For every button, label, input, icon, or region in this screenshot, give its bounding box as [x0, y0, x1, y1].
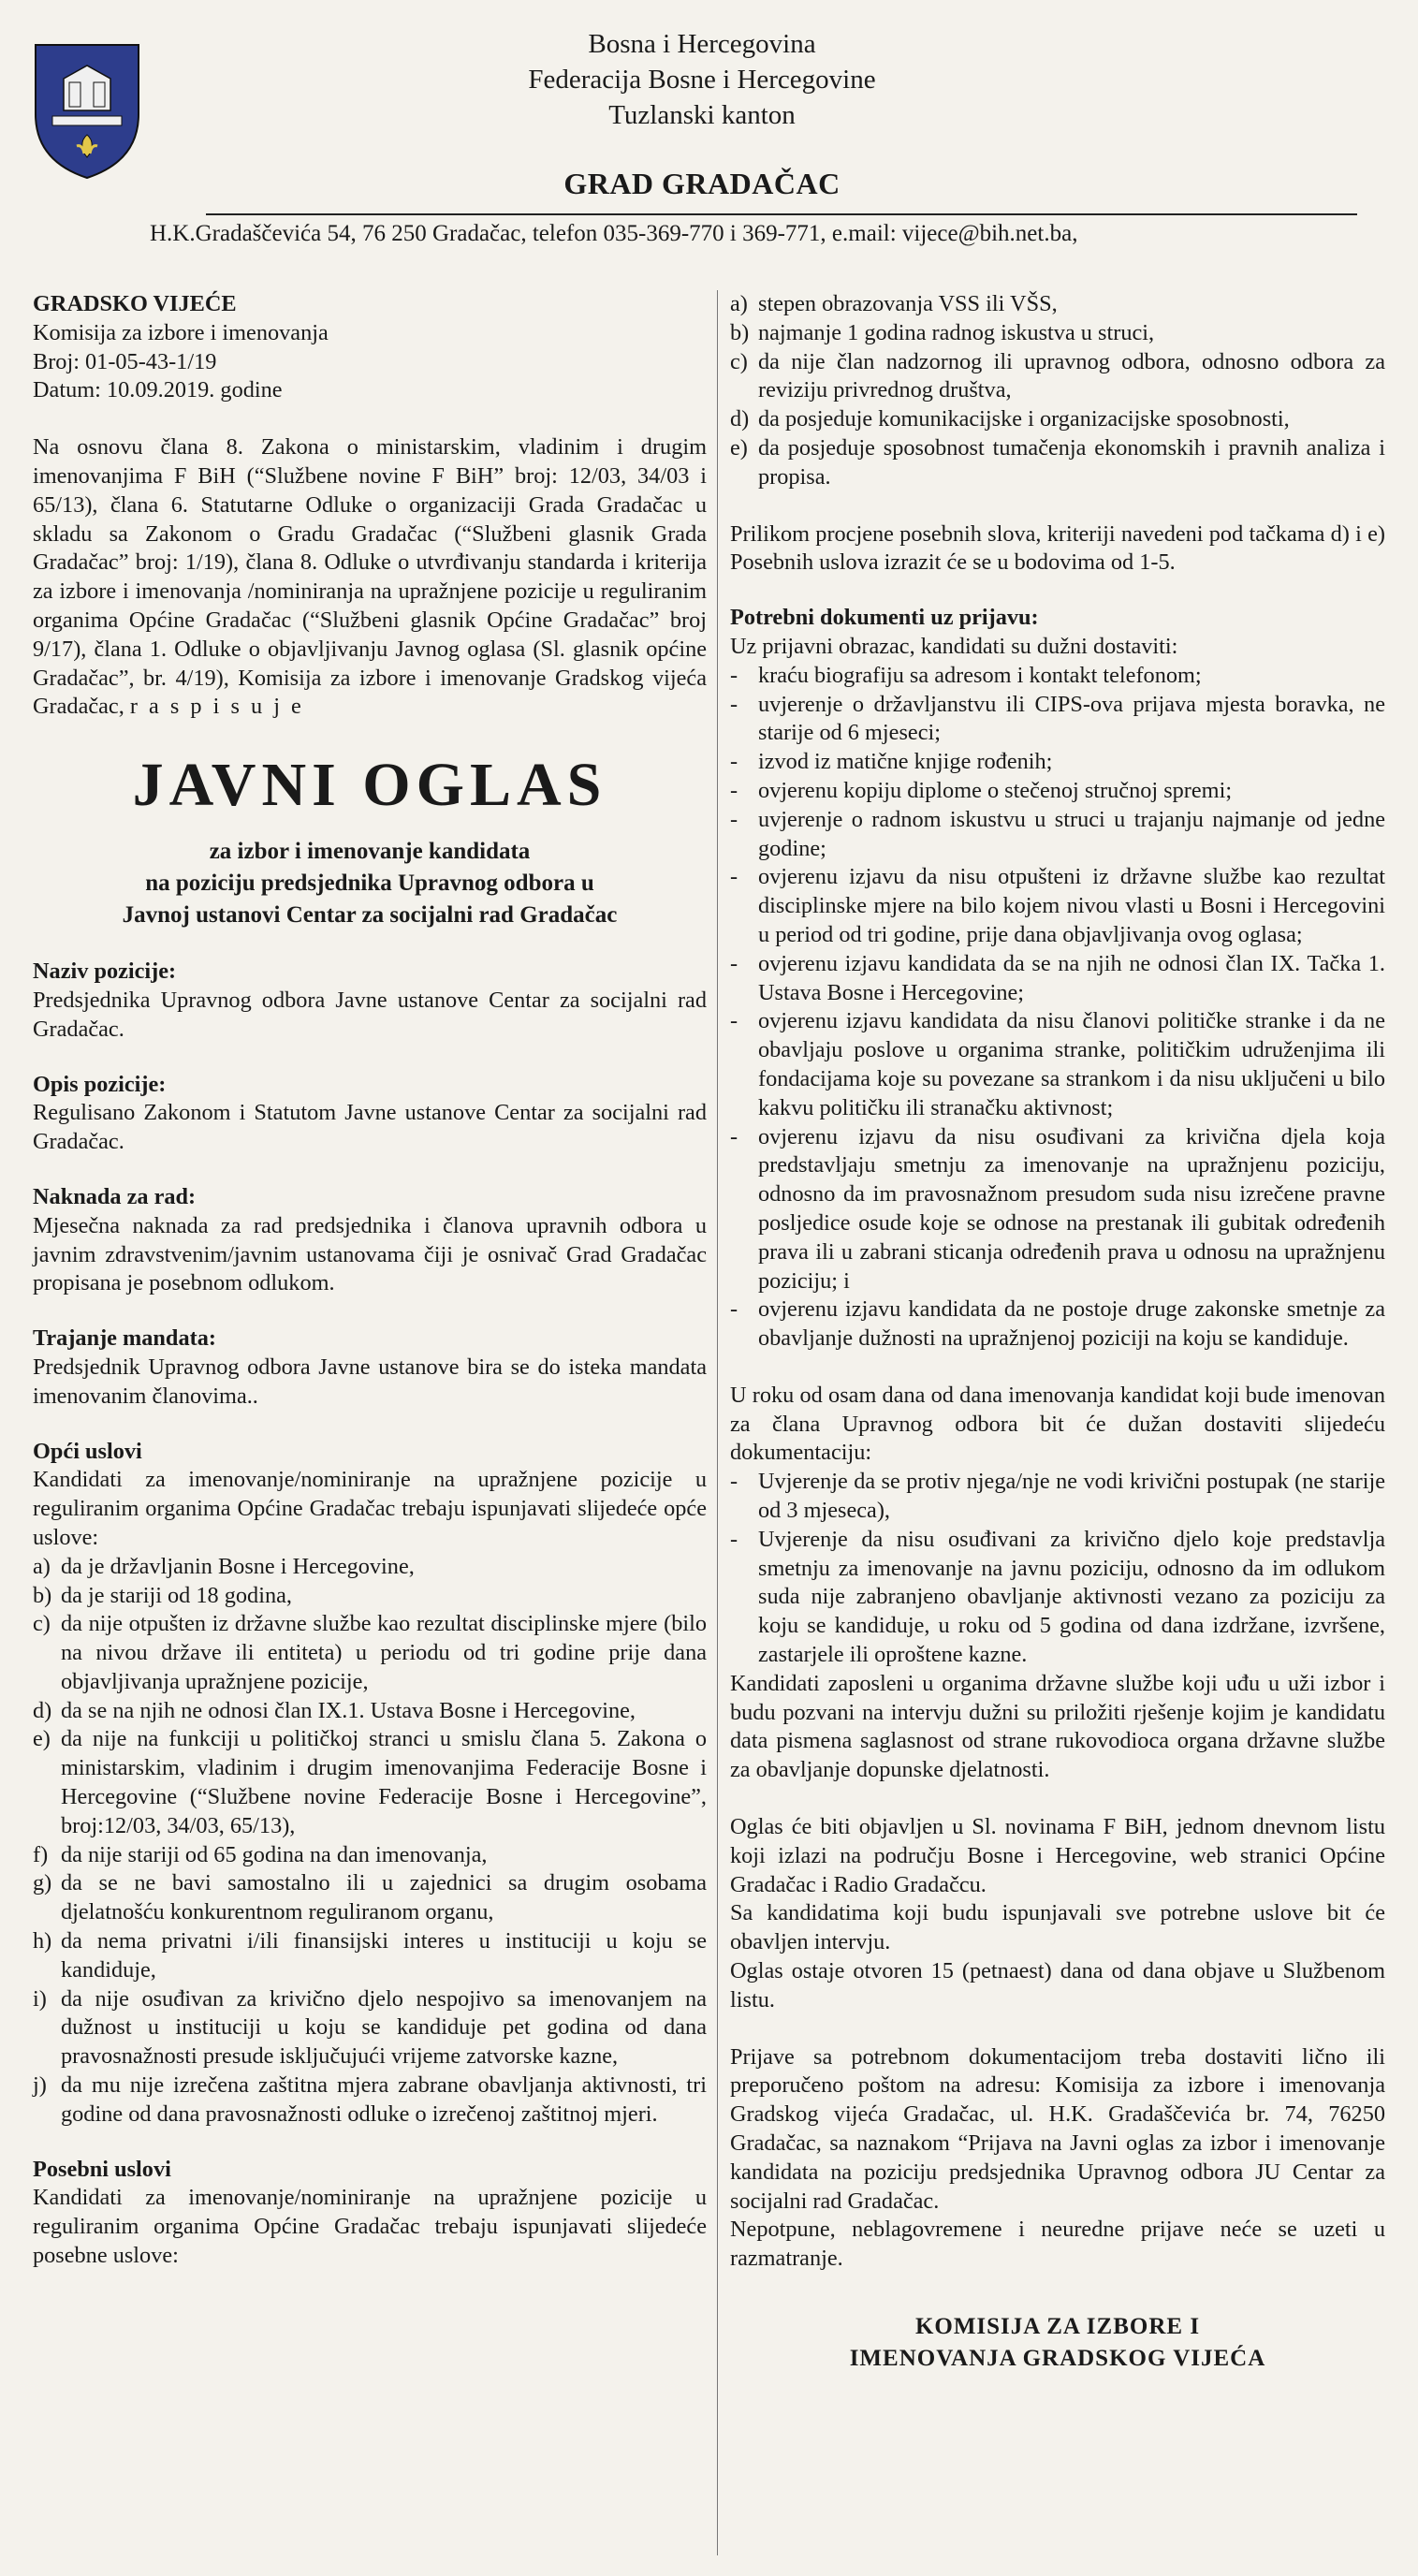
list-item: [730, 691, 1385, 749]
list-item: [730, 662, 1385, 691]
header-rule: [206, 213, 1357, 215]
subtitle-line: Javnoj ustanovi Centar za socijalni rad Gradačac: [122, 902, 618, 929]
list-item-text: ovjerenu izjavu kandidata da ne postoje druge zakonske smetnje za obavljanje dužnosti na upražnjenoj poziciji na koju se kandiduje.: [758, 1296, 1385, 1352]
post-appointment-list: [730, 1468, 1385, 1670]
list-item-text: da posjeduje komunikacijske i organizacijske sposobnosti,: [758, 406, 1290, 432]
position-heading: Naziv pozicije:: [33, 959, 177, 985]
list-item: [730, 1123, 1385, 1296]
announcement-subtitle: [33, 836, 707, 931]
legal-basis-text: [33, 433, 707, 722]
list-marker: -: [730, 864, 738, 890]
documents-list: [730, 662, 1385, 1354]
list-item: [33, 1841, 707, 1870]
list-marker: -: [730, 662, 738, 688]
civil-servants-note: Kandidati zaposleni u organima državne službe koji uđu u uži izbor i budu pozvani na intervju dužni su priložiti rješenje kojim je kandidatu data pismena saglasnost od strane rukovodioca organa državne službe za obavljanje dopunske djelatnosti.: [730, 1670, 1385, 1783]
federation-name: Federacija Bosne i Hercegovine: [528, 65, 876, 95]
documents-intro: Uz prijavni obrazac, kandidati su dužni dostaviti:: [730, 633, 1178, 659]
list-item: [33, 1553, 707, 1582]
list-marker: e): [33, 1726, 51, 1752]
scoring-note: Prilikom procjene posebnih slova, kriteriji navedeni pod tačkama d) i e) Posebnih uslova izrazit će se u bodovima od 1-5.: [730, 520, 1385, 576]
list-marker: f): [33, 1841, 49, 1867]
list-marker: -: [730, 1296, 738, 1323]
issuer-body: GRADSKO VIJEĆE: [33, 291, 237, 316]
right-column: [730, 290, 1385, 2375]
list-item: [730, 1526, 1385, 1670]
publication-note: Oglas će biti objavljen u Sl. novinama F BiH, jednom dnevnom listu koji izlazi na području Bosne i Hercegovine, web stranici Općine Gradačac i Radio Gradačcu.: [730, 1814, 1385, 1897]
list-item: [730, 290, 1385, 319]
compensation-text: Mjesečna naknada za rad predsjednika i članova upravnih odbora u javnim zdravstvenim/javnim ustanovama čiji je osnivač Grad Gradačac propisana je posebnom odlukom.: [33, 1212, 707, 1296]
list-marker: -: [730, 777, 738, 803]
list-item-text: Uvjerenje da se protiv njega/nje ne vodi krivični postupak (ne starije od 3 mjeseca),: [758, 1469, 1385, 1524]
city-name: GRAD GRADAČAC: [563, 167, 841, 200]
column-divider: [717, 290, 718, 2555]
list-item: [730, 1007, 1385, 1122]
open-period-note: Oglas ostaje otvoren 15 (petnaest) dana od dana objave u Službenom listu.: [730, 1958, 1385, 2012]
legal-basis-body: Na osnovu člana 8. Zakona o ministarskim, vladinim i drugim imenovanjima F BiH (“Službene novine F BiH” broj: 12/03, 34/03 i 65/13), člana 6. Statutarne Odluke o organizaciji Grada Gradačac u skladu sa Zakonom o Gradu Gradačac (“Službeni glasnik Grada Gradačac” broj: 1/19), člana 8. Odluke o utvrđivanju standarda i kriterija za izbore i imenovanja /nominiranja na upražnjene pozicije u reguliranim organima Općine Gradačac (“Službeni glasnik Općine Gradačac” broj 9/17), člana 1. Odluke o objavljivanju Javnog oglasa (Sl. glasnik općine Gradačac”, br. 4/19), Komisija za izbore i imenovanje Gradskog vijeća Gradačac,: [33, 434, 707, 720]
list-item: [730, 950, 1385, 1008]
list-item: [33, 2071, 707, 2130]
list-item: [33, 1725, 707, 1840]
issuer-commission: Komisija za izbore i imenovanja: [33, 319, 329, 345]
list-marker: c): [33, 1611, 51, 1637]
list-marker: d): [730, 406, 750, 432]
list-item: [730, 405, 1385, 434]
general-conditions-intro: Kandidati za imenovanje/nominiranje na upražnjene pozicije u reguliranim organima Općine Gradačac trebaju ispunjavati slijedeće opće uslove:: [33, 1467, 707, 1550]
announces-word: r a s p i s u j e: [129, 694, 304, 720]
special-conditions-intro: Kandidati za imenovanje/nominiranje na upražnjene pozicije u reguliranim organima Općine Gradačac trebaju ispunjavati slijedeće posebne uslove:: [33, 2185, 707, 2269]
signature-line: IMENOVANJA GRADSKOG VIJEĆA: [849, 2346, 1266, 2371]
list-item: [730, 434, 1385, 492]
mandate-text: Predsjednik Upravnog odbora Javne ustanove bira se do isteka mandata imenovanim članovima..: [33, 1354, 707, 1409]
contact-address: H.K.Gradaščevića 54, 76 250 Gradačac, telefon 035-369-770 i 369-771, e.mail: vijece@bih.net.ba,: [150, 221, 1078, 246]
list-marker: j): [33, 2072, 47, 2099]
list-item: [730, 777, 1385, 806]
list-item-text: da se ne bavi samostalno ili u zajednici sa drugim osobama djelatnošću konkurentnom reguliranom organu,: [61, 1870, 707, 1925]
subtitle-line: na poziciju predsjednika Upravnog odbora u: [145, 871, 594, 897]
post-appointment-intro: U roku od osam dana od dana imenovanja kandidat koji bude imenovan za člana Upravnog odbora bit će dužan dostaviti slijedeću dokumentaciju:: [730, 1382, 1385, 1466]
list-item-text: izvod iz matične knjige rođenih;: [758, 749, 1053, 775]
country-name: Bosna i Hercegovina: [588, 29, 816, 59]
list-item-text: stepen obrazovanja VSS ili VŠS,: [758, 291, 1058, 316]
list-item: [33, 1985, 707, 2071]
list-marker: a): [730, 291, 748, 316]
list-item-text: Uvjerenje da nisu osuđivani za krivično djelo koje predstavlja smetnju za imenovanje na javnu poziciju, odnosno da im odlukom suda nije zabranjeno obavljanje aktivnosti vezano za poziciju za koju se kandiduje, u roku od 5 godina od dana izdržane, izvršene, zastarjele ili oproštene kazne.: [758, 1526, 1385, 1668]
list-marker: -: [730, 691, 738, 717]
list-marker: -: [730, 1008, 738, 1034]
general-conditions-list: [33, 1553, 707, 2130]
newspaper-page: [9, 9, 1402, 2567]
list-marker: c): [730, 348, 748, 374]
position-text: Predsjednika Upravnog odbora Javne ustanove Centar za socijalni rad Gradačac.: [33, 987, 707, 1042]
announcement-title: JAVNI OGLAS: [132, 751, 607, 820]
list-item-text: da je državljanin Bosne i Hercegovine,: [61, 1553, 415, 1579]
list-item: [730, 1295, 1385, 1354]
general-conditions-heading: Opći uslovi: [33, 1438, 142, 1464]
letterhead: [290, 26, 1114, 201]
list-marker: -: [730, 1526, 738, 1552]
incomplete-note: Nepotpune, neblagovremene i neuredne prijave neće se uzeti u razmatranje.: [730, 2217, 1385, 2272]
list-item: [730, 863, 1385, 949]
canton-name: Tuzlanski kanton: [608, 100, 796, 130]
coat-of-arms-icon: [32, 41, 142, 182]
compensation-heading: Naknada za rad:: [33, 1183, 197, 1209]
signature-block: [730, 2311, 1385, 2375]
list-item-text: najmanje 1 godina radnog iskustva u struci,: [758, 319, 1155, 345]
list-item-text: da posjeduje sposobnost tumačenja ekonomskih i pravnih analiza i propisa.: [758, 434, 1385, 490]
list-marker: -: [730, 749, 738, 775]
list-item-text: da nije član nadzornog ili upravnog odbora, odnosno odbora za reviziju privrednog društva,: [758, 348, 1385, 403]
signature-line: KOMISIJA ZA IZBORE I: [914, 2314, 1201, 2339]
mandate-heading: Trajanje mandata:: [33, 1325, 216, 1352]
list-item-text: da nije otpušten iz državne službe kao rezultat disciplinske mjere (bilo na nivou države ili entiteta) u periodu od tri godine prije dana objavljivanja upražnjene pozicije,: [61, 1611, 707, 1694]
list-marker: b): [33, 1582, 52, 1608]
list-marker: d): [33, 1697, 52, 1723]
list-item: [33, 1869, 707, 1927]
special-conditions-heading: Posebni uslovi: [33, 2156, 171, 2182]
list-marker: e): [730, 434, 748, 461]
list-item-text: da se na njih ne odnosi član IX.1. Ustava Bosne i Hercegovine,: [61, 1697, 636, 1723]
interview-note: Sa kandidatima koji budu ispunjavali sve potrebne uslove bit će obavljen intervju.: [730, 1900, 1385, 1955]
list-item: [33, 1582, 707, 1611]
documents-heading: Potrebni dokumenti uz prijavu:: [730, 605, 1039, 631]
list-item: [33, 1697, 707, 1726]
list-item-text: ovjerenu izjavu kandidata da se na njih ne odnosi član IX. Tačka 1. Ustava Bosne i Hercegovine;: [758, 950, 1385, 1005]
list-item: [33, 1610, 707, 1696]
list-item: [730, 1468, 1385, 1526]
list-item: [33, 1927, 707, 1985]
list-item-text: ovjerenu izjavu da nisu otpušteni iz državne službe kao rezultat disciplinske mjere na bilo kojem nivou vlasti u Bosni i Hercegovini u period od tri godine, prije dana objavljivanja ovog oglasa;: [758, 864, 1385, 947]
list-item-text: ovjerenu kopiju diplome o stečenoj stručnoj spremi;: [758, 777, 1233, 803]
list-item-text: uvjerenje o državljanstvu ili CIPS-ova prijava mjesta boravka, ne starije od 6 mjeseci;: [758, 691, 1385, 746]
list-item-text: da mu nije izrečena zaštitna mjera zabrane obavljanja aktivnosti, tri godine od dana pravosnažnosti odluke o izrečenoj zaštitnoj mjeri.: [61, 2072, 707, 2127]
list-item-text: uvjerenje o radnom iskustvu u struci u trajanju najmanje od jedne godine;: [758, 806, 1385, 861]
list-item: [730, 806, 1385, 864]
list-item-text: da je stariji od 18 godina,: [61, 1582, 292, 1608]
special-conditions-list: [730, 290, 1385, 492]
list-marker: -: [730, 1469, 738, 1495]
list-item: [730, 319, 1385, 348]
list-marker: -: [730, 950, 738, 976]
list-marker: -: [730, 1123, 738, 1149]
list-item-text: ovjerenu izjavu kandidata da nisu članovi političke stranke i da ne obavljaju poslove u organima stranke, političkim udruženjima ili fondacijama koje su povezane sa strankom i da nisu uključeni u bilo kakvu političku ili stranačku aktivnost;: [758, 1008, 1385, 1120]
list-marker: a): [33, 1553, 51, 1579]
issue-date: Datum: 10.09.2019. godine: [33, 377, 283, 403]
list-item-text: da nije osuđivan za krivično djelo nespojivo sa imenovanjem na dužnost u instituciji u koju se kandiduje pet godina od dana pravosnažnosti presude isključujući vrijeme zatvorske kazne,: [61, 1985, 707, 2070]
list-item-text: ovjerenu izjavu da nisu osuđivani za krivična djela koja predstavljaju smetnju za imenovanje na upražnjenu poziciju, odnosno da im pravosnažnom presudom suda nisu izrečene pravne posljedice osude koje se odnose na prestanak ili gubitak određenih prava ili u zabrani sticanja određenih prava u odnosu na upražnjenu poziciju; i: [758, 1123, 1385, 1294]
subtitle-line: za izbor i imenovanje kandidata: [209, 839, 531, 865]
list-item: [730, 348, 1385, 406]
reference-number: Broj: 01-05-43-1/19: [33, 348, 217, 374]
submission-instructions: Prijave sa potrebnom dokumentacijom treba dostaviti lično ili preporučeno poštom na adresu: Komisija za izbore i imenovanja Gradskog vijeća Gradačac, ul. H.K. Gradaščevića br. 74, 76250 Gradačac, sa naznakom “Prijava na Javni oglas za izbor i imenovanje kandidata na poziciju predsjednika Upravnog odbora JU Centar za socijalni rad Gradačac.: [730, 2043, 1385, 2214]
list-marker: i): [33, 1985, 47, 2012]
list-item-text: da nije na funkciji u političkoj stranci u smislu člana 5. Zakona o ministarskim, vladinim i drugim imenovanjima Federacije Bosne i Hercegovine (“Službene novine Federacije Bosne i Hercegovine”, broj:12/03, 34/03, 65/13),: [61, 1726, 707, 1838]
list-item: [730, 748, 1385, 777]
list-item-text: da nema privatni i/ili finansijski interes u instituciji u koju se kandiduje,: [61, 1928, 707, 1983]
left-column: [33, 290, 707, 2271]
list-marker: g): [33, 1870, 52, 1896]
list-marker: h): [33, 1928, 52, 1954]
list-item-text: da nije stariji od 65 godina na dan imenovanja,: [61, 1841, 488, 1867]
description-text: Regulisano Zakonom i Statutom Javne ustanove Centar za socijalni rad Gradačac.: [33, 1100, 707, 1155]
list-marker: -: [730, 806, 738, 832]
description-heading: Opis pozicije:: [33, 1071, 167, 1097]
list-item-text: kraću biografiju sa adresom i kontakt telefonom;: [758, 662, 1202, 688]
list-marker: b): [730, 319, 750, 345]
